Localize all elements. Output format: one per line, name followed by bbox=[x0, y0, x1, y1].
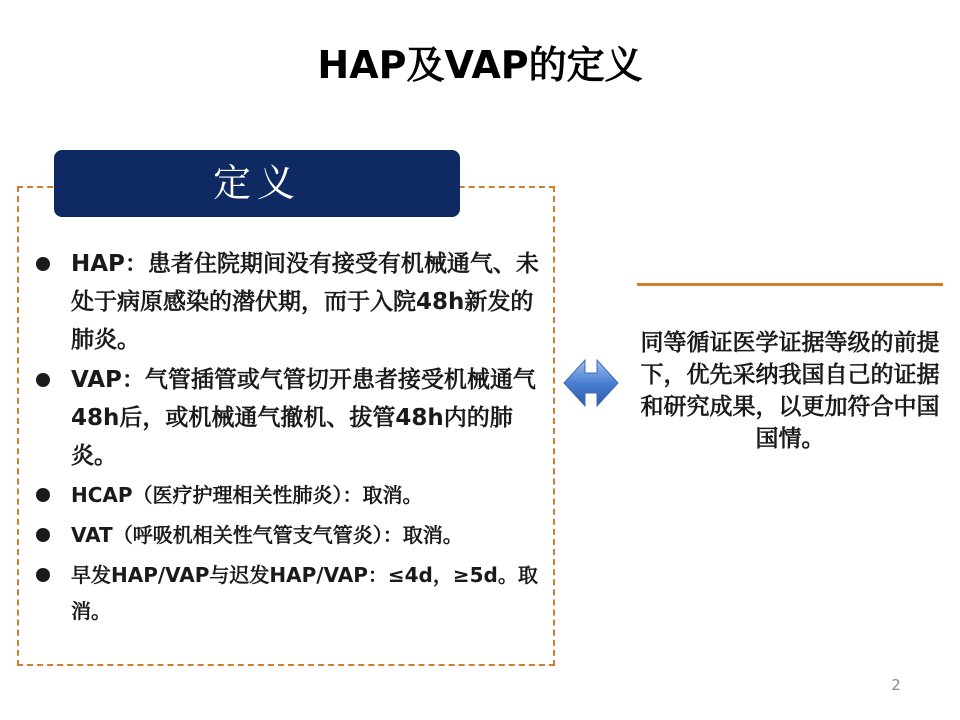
list-item-early-late bbox=[34, 557, 544, 629]
note-text: 同等循证医学证据等级的前提下，优先采纳我国自己的证据和研究成果，以更加符合中国国情。 bbox=[640, 330, 940, 452]
bullet-text: 早发HAP/VAP与迟发HAP/VAP：≤4d，≥5d。取消。 bbox=[71, 563, 538, 623]
bullet-dot-icon bbox=[36, 373, 50, 387]
bullet-dot-icon bbox=[36, 488, 50, 502]
bullet-text: VAT（呼吸机相关性气管支气管炎）：取消。 bbox=[71, 523, 463, 547]
list-item-vap bbox=[34, 361, 544, 475]
divider-line bbox=[637, 283, 943, 286]
definition-tab: 定义 bbox=[54, 150, 460, 217]
bullet-text: HCAP（医疗护理相关性肺炎）：取消。 bbox=[71, 483, 423, 507]
page-number: 2 bbox=[891, 676, 901, 694]
bullet-dot-icon bbox=[36, 568, 50, 582]
definition-list bbox=[34, 245, 544, 633]
slide-title: HAP及VAP的定义 bbox=[317, 43, 643, 87]
bullet-dot-icon bbox=[36, 257, 50, 271]
list-item-vat bbox=[34, 517, 544, 553]
bullet-text: HAP：患者住院期间没有接受有机械通气、未处于病原感染的潜伏期，而于入院48h新发的肺炎。 bbox=[71, 251, 539, 353]
bullet-dot-icon bbox=[36, 528, 50, 542]
bullet-text: VAP：气管插管或气管切开患者接受机械通气48h后，或机械通气撤机、拔管48h内的肺炎。 bbox=[71, 367, 536, 469]
list-item-hap bbox=[34, 245, 544, 359]
double-headed-arrow-icon bbox=[563, 356, 619, 410]
list-item-hcap bbox=[34, 477, 544, 513]
